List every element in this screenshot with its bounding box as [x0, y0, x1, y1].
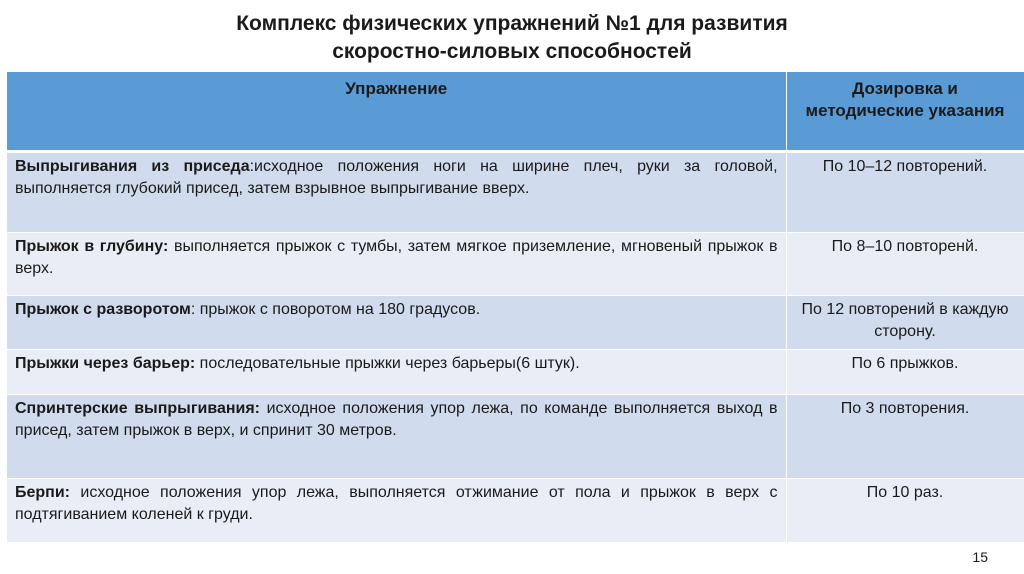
dosage-cell: По 8–10 повторенй. [786, 232, 1024, 295]
exercise-name: Прыжок в глубину: [15, 237, 169, 255]
dosage-cell: По 6 прыжков. [786, 349, 1024, 394]
dosage-cell: По 3 повторения. [786, 394, 1024, 478]
exercise-description: выполняется прыжок с тумбы, затем мягкое приземление, мгновеный прыжок в верх. [15, 237, 778, 277]
slide-title-line-2: скоростно-силовых способностей [332, 40, 692, 63]
header-dosage: Дозировка и методические указания [786, 72, 1024, 151]
table-header-row [7, 72, 1024, 151]
exercise-cell [7, 295, 786, 349]
exercise-name: Спринтерские выпрыгивания: [15, 399, 260, 417]
table-row [7, 349, 1024, 394]
table-row [7, 295, 1024, 349]
slide-title-line-1: Комплекс физических упражнений №1 для развития [236, 12, 788, 35]
exercise-name: Берпи: [15, 483, 70, 501]
exercise-cell [7, 349, 786, 394]
exercise-description: исходное положения упор лежа, выполняется отжимание от пола и прыжок в верх с подтягиванием коленей к груди. [15, 483, 778, 523]
table-row [7, 394, 1024, 478]
exercise-table [7, 72, 1024, 543]
exercise-cell [7, 151, 786, 232]
exercise-name: Выпрыгивания из приседа [15, 157, 250, 175]
dosage-cell: По 10–12 повторений. [786, 151, 1024, 232]
exercise-name: Прыжки через барьер: [15, 354, 196, 372]
table-row [7, 478, 1024, 542]
exercise-description: последовательные прыжки через барьеры(6 штук). [195, 354, 580, 372]
exercise-description: :исходное положения ноги на ширине плеч, руки за головой, выполняется глубокий присед, затем взрывное выпрыгивание вверх. [15, 157, 778, 197]
exercise-cell [7, 478, 786, 542]
slide-title [0, 10, 1024, 66]
exercise-cell [7, 394, 786, 478]
dosage-cell: По 12 повторений в каждую сторону. [786, 295, 1024, 349]
exercise-name: Прыжок с разворотом [15, 300, 191, 318]
exercise-description: исходное положения упор лежа, по команде выполняется выход в присед, затем прыжок в верх, и спринит 30 метров. [15, 399, 778, 439]
dosage-cell: По 10 раз. [786, 478, 1024, 542]
page-number: 15 [972, 549, 988, 565]
exercise-cell [7, 232, 786, 295]
table-row [7, 232, 1024, 295]
exercise-description: : прыжок с поворотом на 180 градусов. [190, 300, 481, 318]
table-row [7, 151, 1024, 232]
header-exercise: Упражнение [7, 72, 786, 151]
